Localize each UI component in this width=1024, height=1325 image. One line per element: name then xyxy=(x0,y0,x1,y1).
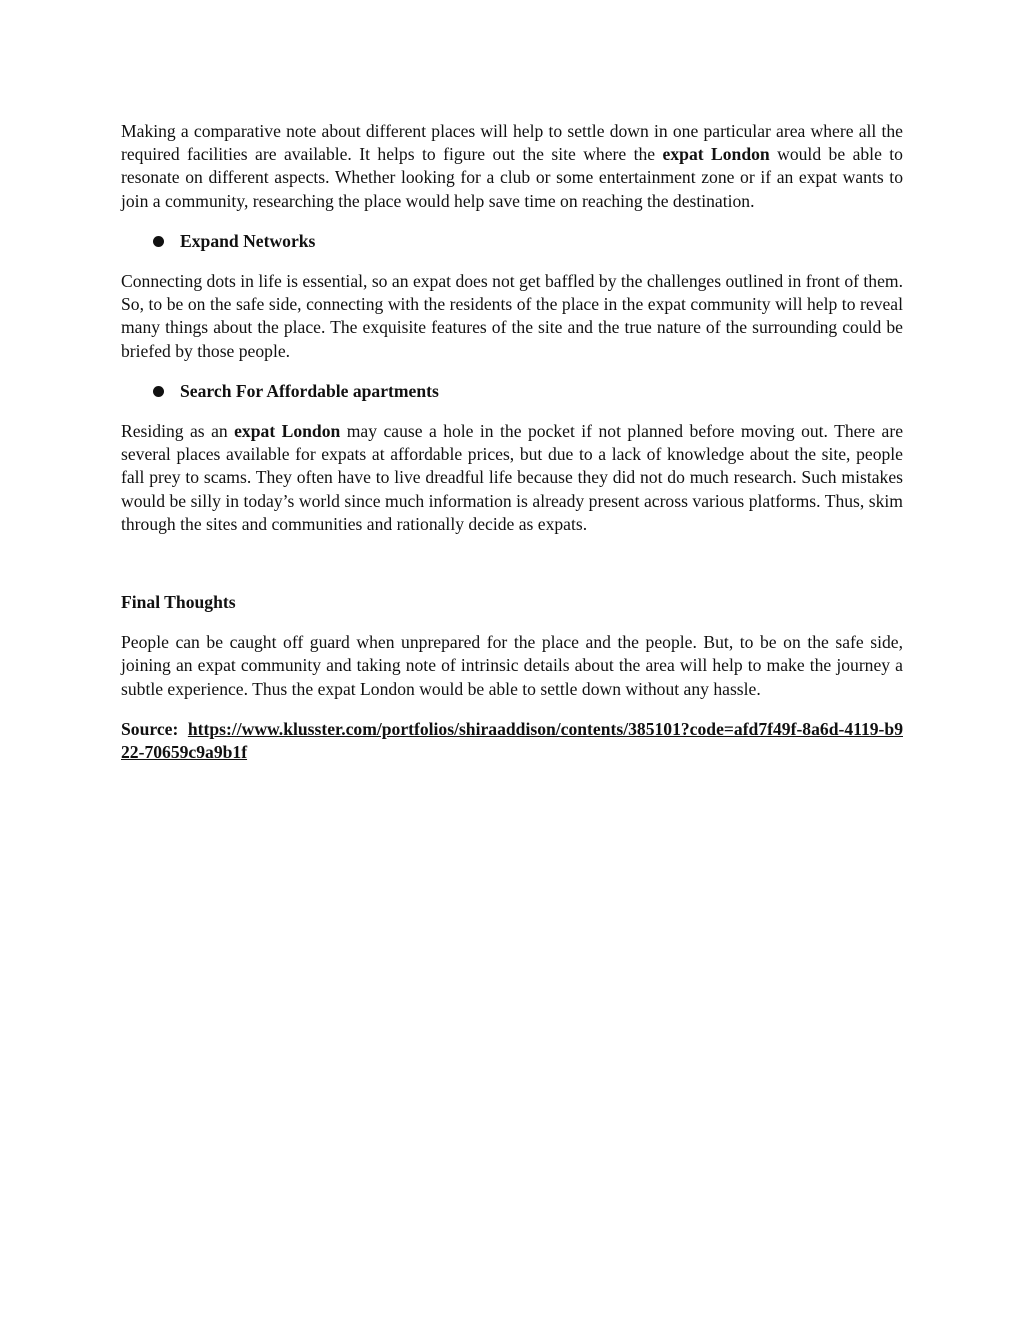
keyword-expat-london: expat London xyxy=(662,144,770,165)
paragraph-text: may cause a hole in the pocket if not planned before moving out. There are several places available for expats at affordable prices, but due to a lack of knowledge about the site, people fall prey to scams. They often have to live dreadful life because they did not do much research. Such mistakes would be silly in today’s world since much information is already present across various platforms. Thus, skim through the sites and communities and rationally decide as expats. xyxy=(121,421,904,534)
paragraph-text: Residing as an xyxy=(121,421,235,442)
final-thoughts-heading: Final Thoughts xyxy=(121,592,236,613)
paragraph-text: would be able to resonate on different aspects. Whether looking for a club or some entertainment zone or if an expat wants to join a community, researching the place would help save time on reaching the destination. xyxy=(121,144,903,211)
source-link[interactable]: https://www.klusster.com/portfolios/shiraaddison/contents/385101?code=afd7f49f-8a6d-4119-b922-70659c9a9b1f xyxy=(121,718,903,763)
document-page xyxy=(121,120,903,764)
paragraph-text: Making a comparative note about different places will help to settle down in one particular area where all the required facilities are available. It helps to figure out the site where the xyxy=(121,121,903,165)
bullet-affordable-apartments xyxy=(121,380,903,403)
source-line xyxy=(121,718,903,764)
paragraph-comparative-note xyxy=(121,120,903,213)
source-label: Source: xyxy=(121,718,179,739)
paragraph-final-thoughts: People can be caught off guard when unprepared for the place and the people. But, to be on the safe side, joining an expat community and taking note of intrinsic details about the area will help to make the journey a subtle experience. Thus the expat London would be able to settle down without any hassle. xyxy=(121,632,903,699)
bullet-dot-icon xyxy=(153,236,164,247)
bullet-label: Expand Networks xyxy=(180,230,316,251)
paragraph-residing xyxy=(121,420,903,536)
paragraph-connecting-dots: Connecting dots in life is essential, so an expat does not get baffled by the challenges outlined in front of them. So, to be on the safe side, connecting with the residents of the place in the expat community will help to reveal many things about the place. The exquisite features of the site and the true nature of the surrounding could be briefed by those people. xyxy=(121,271,903,361)
bullet-dot-icon xyxy=(153,386,164,397)
keyword-expat-london: expat London xyxy=(234,421,341,442)
bullet-label: Search For Affordable apartments xyxy=(180,380,439,401)
bullet-expand-networks xyxy=(121,230,903,253)
